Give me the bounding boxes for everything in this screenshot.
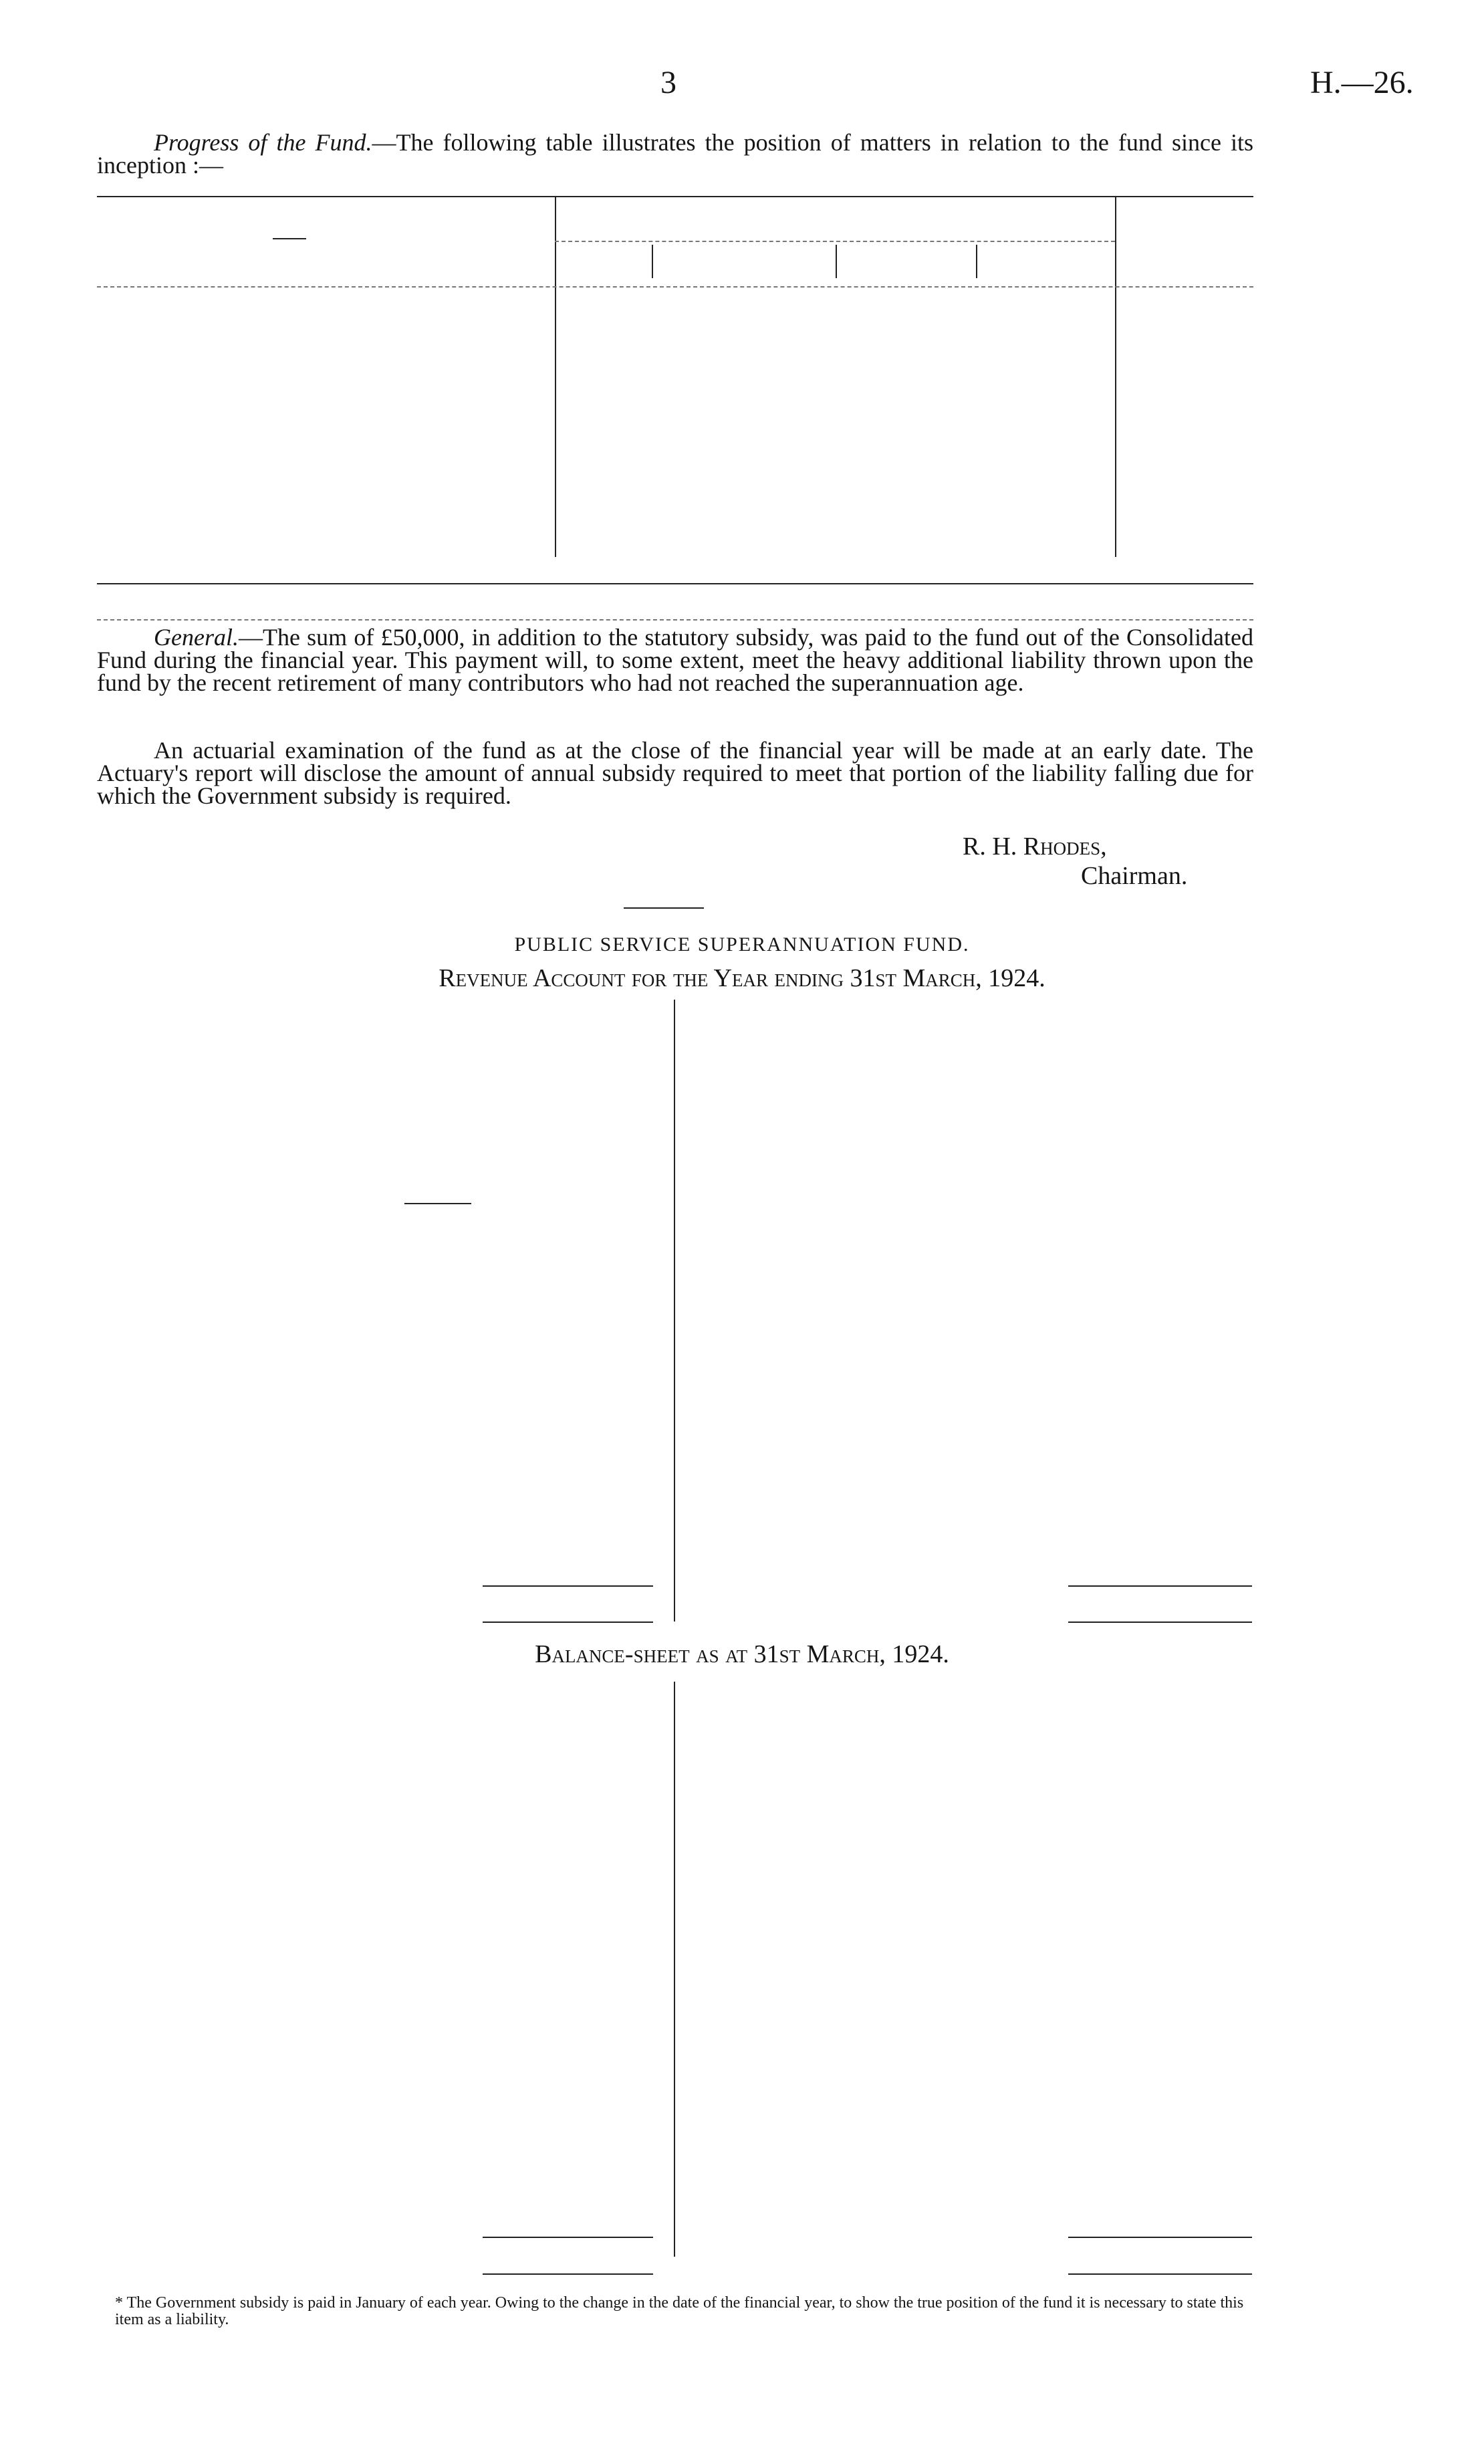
- year-col-rule: [976, 245, 977, 278]
- document-code: H.—26.: [1310, 65, 1414, 100]
- signature-name: R. H. Rhodes,: [963, 832, 1107, 861]
- table-rule-v1: [555, 196, 556, 557]
- header-rule-dashed: [555, 241, 1115, 242]
- progress-text: —The following table illustrates the position of matters in relation to the fund since its inception :—: [97, 129, 1254, 179]
- revenue-center-rule: [674, 1000, 675, 1621]
- section-divider: [624, 907, 704, 909]
- general-heading: General.: [154, 624, 239, 651]
- assets-total-rule: [1068, 2237, 1252, 2238]
- table-bottom-rule: [97, 583, 1253, 584]
- revenue-account-title: Revenue Account for the Year ending 31st March, 1924.: [439, 964, 1045, 992]
- balance-sheet-title: Balance-sheet as at 31st March, 1924.: [535, 1640, 949, 1668]
- balance-center-rule: [674, 1682, 675, 2257]
- subsidy-subtotal-rule: [404, 1203, 471, 1204]
- page-number: 3: [660, 65, 676, 100]
- progress-intro: [97, 131, 1253, 177]
- revenue-left-total-rule: [483, 1585, 653, 1587]
- year-col-rule: [836, 245, 837, 278]
- revenue-right-total-rule: [1068, 1585, 1252, 1587]
- table-top-rule: [97, 196, 1253, 197]
- general-paragraph-1: [97, 626, 1253, 694]
- liabilities-total-rule: [483, 2237, 653, 2238]
- revenue-left-double-rule: [483, 1621, 653, 1623]
- liabilities-double-rule: [483, 2273, 653, 2275]
- table-bottom-dashed: [97, 619, 1253, 621]
- footnote: * The Government subsidy is paid in January of each year. Owing to the change in the date of the financial year, to show the true position of the fund it is necessary to state this item as a liability.: [115, 2294, 1244, 2328]
- signature-title: Chairman.: [1081, 862, 1188, 890]
- table-rule-v2: [1115, 196, 1116, 557]
- general-paragraph-2: An actuarial examination of the fund as at the close of the financial year will be made at an early date. The Actuary's report will disclose the amount of annual subsidy required to meet that portion of the liability falling due for which the Government subsidy is required.: [97, 737, 1253, 809]
- header-bottom-rule: [97, 286, 1253, 288]
- fund-title: PUBLIC SERVICE SUPERANNUATION FUND.: [514, 933, 970, 956]
- year-col-rule: [652, 245, 653, 278]
- revenue-right-double-rule: [1068, 1621, 1252, 1623]
- general-text-1: —The sum of £50,000, in addition to the statutory subsidy, was paid to the fund out of the Consolidated Fund during the financial year. This payment will, to some extent, meet the heavy additional liability thrown upon the fund by the recent retirement of many contributors who had not reached the superannuation age.: [97, 624, 1253, 696]
- stub-dash: [273, 238, 306, 239]
- progress-heading: Progress of the Fund.: [154, 129, 372, 156]
- assets-double-rule: [1068, 2273, 1252, 2275]
